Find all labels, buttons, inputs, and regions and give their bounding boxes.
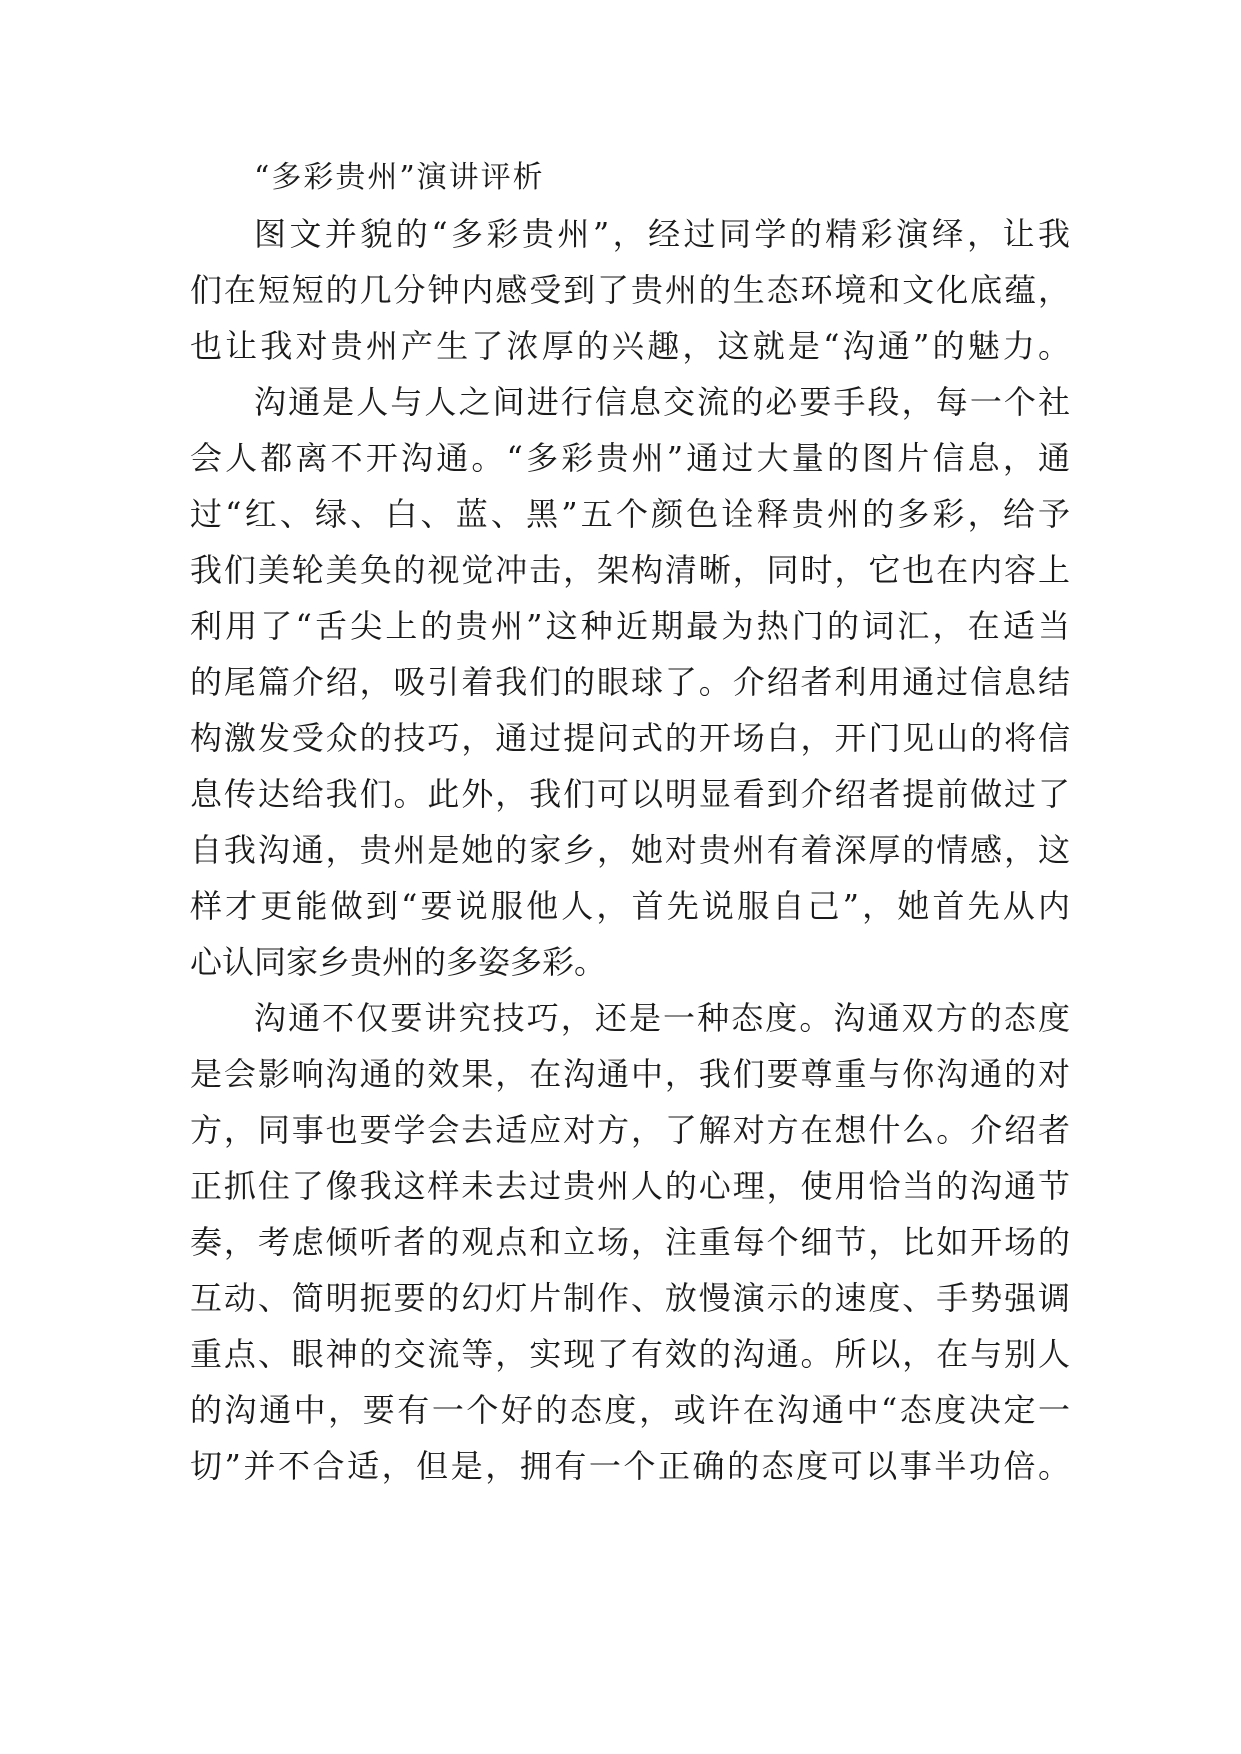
- document-body: [190, 150, 1070, 1494]
- document-title: “多彩贵州”演讲评析: [254, 160, 545, 195]
- paragraph-line: 会人都离不开沟通。“多彩贵州”通过大量的图片信息，通: [190, 439, 1070, 477]
- paragraph-line: 构激发受众的技巧，通过提问式的开场白，开门见山的将信: [190, 719, 1070, 757]
- paragraph-line: 我们美轮美奂的视觉冲击，架构清晰，同时，它也在内容上: [190, 551, 1070, 589]
- paragraph-line: 重点、眼神的交流等，实现了有效的沟通。所以，在与别人: [190, 1335, 1070, 1373]
- paragraph-line: 奏，考虑倾听者的观点和立场，注重每个细节，比如开场的: [190, 1223, 1070, 1261]
- paragraph-3: [190, 990, 1070, 1494]
- paragraph-line: 心认同家乡贵州的多姿多彩。: [190, 943, 607, 981]
- paragraph-line: 利用了“舌尖上的贵州”这种近期最为热门的词汇，在适当: [190, 607, 1070, 645]
- paragraph-line: 的沟通中，要有一个好的态度，或许在沟通中“态度决定一: [190, 1391, 1070, 1429]
- paragraph-line: 沟通不仅要讲究技巧，还是一种态度。沟通双方的态度: [254, 999, 1070, 1037]
- paragraph-line: 沟通是人与人之间进行信息交流的必要手段，每一个社: [254, 383, 1070, 421]
- paragraph-line: 们在短短的几分钟内感受到了贵州的生态环境和文化底蕴，: [190, 271, 1070, 309]
- paragraph-line: 过“红、绿、白、蓝、黑”五个颜色诠释贵州的多彩，给予: [190, 495, 1070, 533]
- paragraph-line: 切”并不合适，但是，拥有一个正确的态度可以事半功倍。: [190, 1447, 1070, 1485]
- paragraph-line: 方，同事也要学会去适应对方，了解对方在想什么。介绍者: [190, 1111, 1070, 1149]
- paragraph-line: 息传达给我们。此外，我们可以明显看到介绍者提前做过了: [190, 775, 1070, 813]
- paragraph-line: 的尾篇介绍，吸引着我们的眼球了。介绍者利用通过信息结: [190, 663, 1070, 701]
- paragraph-2: [190, 374, 1070, 990]
- paragraph-line: 也让我对贵州产生了浓厚的兴趣，这就是“沟通”的魅力。: [190, 327, 1070, 365]
- paragraph-line: 自我沟通，贵州是她的家乡，她对贵州有着深厚的情感，这: [190, 831, 1070, 869]
- paragraph-line: 是会影响沟通的效果，在沟通中，我们要尊重与你沟通的对: [190, 1055, 1070, 1093]
- paragraph-line: 图文并貌的“多彩贵州”，经过同学的精彩演绎，让我: [254, 215, 1070, 253]
- paragraph-line: 样才更能做到“要说服他人，首先说服自己”，她首先从内: [190, 887, 1070, 925]
- paragraph-1: [190, 206, 1070, 374]
- paragraph-line: 互动、简明扼要的幻灯片制作、放慢演示的速度、手势强调: [190, 1279, 1070, 1317]
- paragraph-line: 正抓住了像我这样未去过贵州人的心理，使用恰当的沟通节: [190, 1167, 1070, 1205]
